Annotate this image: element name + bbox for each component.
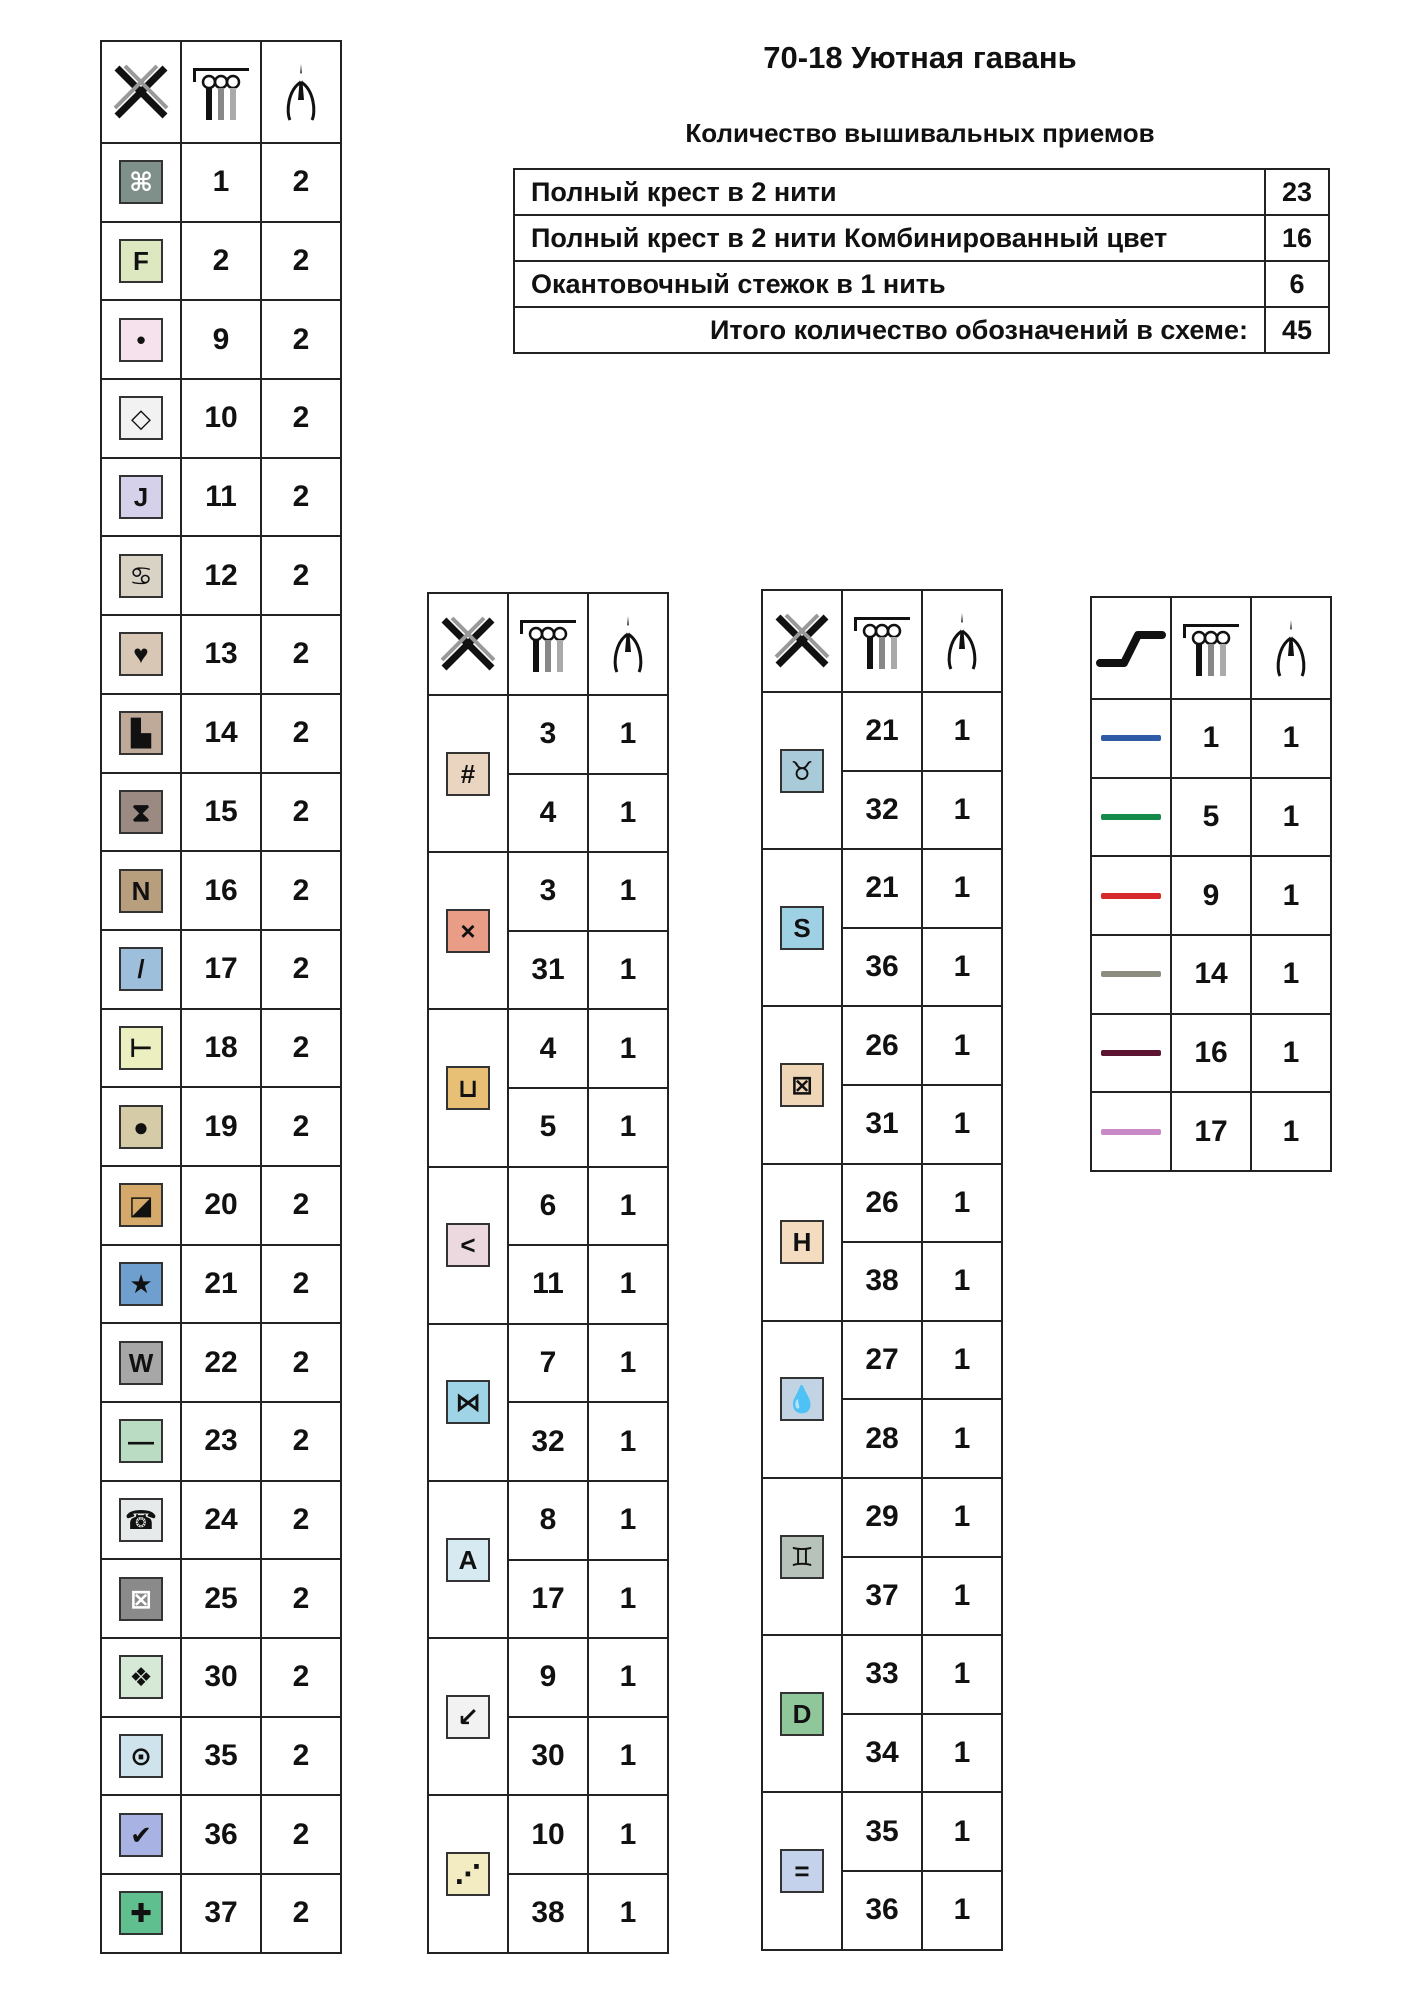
thread-number: 23 xyxy=(181,1402,261,1481)
strand-count: 1 xyxy=(922,692,1002,771)
strand-count: 1 xyxy=(588,1560,668,1639)
backstitch-line xyxy=(1101,1129,1161,1135)
stitch-symbol: 💧 xyxy=(780,1377,824,1421)
table-row xyxy=(101,143,341,222)
table-row xyxy=(101,1245,341,1324)
thread-number: 20 xyxy=(181,1166,261,1245)
table-row xyxy=(101,694,341,773)
table-row xyxy=(101,1402,341,1481)
thread-number: 9 xyxy=(1171,856,1251,935)
thread-number: 26 xyxy=(842,1164,922,1243)
symbol-cell xyxy=(101,851,181,930)
table-row xyxy=(101,851,341,930)
thread-number: 36 xyxy=(181,1795,261,1874)
strand-count: 2 xyxy=(261,1087,341,1166)
cross-stitch-icon xyxy=(428,593,508,695)
thread-number: 3 xyxy=(508,852,588,931)
thread-number: 13 xyxy=(181,615,261,694)
backstitch-line xyxy=(1101,735,1161,741)
symbol-cell xyxy=(101,615,181,694)
strand-count: 2 xyxy=(261,773,341,852)
header-row xyxy=(1091,597,1331,699)
stitch-symbol: ♉ xyxy=(780,749,824,793)
stitch-symbol: J xyxy=(119,475,163,519)
table-row xyxy=(428,1009,668,1088)
thread-number: 31 xyxy=(508,931,588,1010)
blend-table-a xyxy=(427,592,669,1954)
stitch-symbol: < xyxy=(446,1223,490,1267)
thread-number: 29 xyxy=(842,1478,922,1557)
stitch-symbol: / xyxy=(119,947,163,991)
thread-number: 34 xyxy=(842,1714,922,1793)
summary-total-value: 45 xyxy=(1265,307,1329,353)
symbol-cell xyxy=(428,1324,508,1481)
thread-number: 36 xyxy=(842,928,922,1007)
line-cell xyxy=(1091,778,1171,857)
thread-number: 8 xyxy=(508,1481,588,1560)
thread-number: 15 xyxy=(181,773,261,852)
symbol-cell xyxy=(101,773,181,852)
strand-count: 2 xyxy=(261,1638,341,1717)
stitch-symbol: # xyxy=(446,752,490,796)
strand-count: 1 xyxy=(588,1009,668,1088)
stitch-symbol: ⊢ xyxy=(119,1026,163,1070)
strand-count: 1 xyxy=(922,1792,1002,1871)
thread-number: 16 xyxy=(1171,1014,1251,1093)
line-cell xyxy=(1091,935,1171,1014)
table-row xyxy=(762,1006,1002,1085)
strand-count: 1 xyxy=(588,1324,668,1403)
strand-count: 1 xyxy=(922,1242,1002,1321)
stitch-symbol: S xyxy=(780,906,824,950)
thread-number: 32 xyxy=(508,1402,588,1481)
stitch-symbol: ◇ xyxy=(119,396,163,440)
table-row xyxy=(101,222,341,301)
symbol-cell xyxy=(428,1638,508,1795)
thread-number: 4 xyxy=(508,774,588,853)
strand-count: 1 xyxy=(922,928,1002,1007)
table-row xyxy=(101,1795,341,1874)
thread-number: 17 xyxy=(1171,1092,1251,1171)
stitch-symbol: ◪ xyxy=(119,1183,163,1227)
strand-count: 2 xyxy=(261,694,341,773)
symbol-cell xyxy=(428,1009,508,1166)
symbol-cell xyxy=(762,1635,842,1792)
table-row xyxy=(1091,856,1331,935)
table-row xyxy=(1091,778,1331,857)
thread-number: 17 xyxy=(508,1560,588,1639)
thread-number: 21 xyxy=(181,1245,261,1324)
thread-number: 14 xyxy=(1171,935,1251,1014)
symbol-cell xyxy=(762,692,842,849)
stitch-symbol: F xyxy=(119,239,163,283)
thread-number: 18 xyxy=(181,1009,261,1088)
thread-number: 14 xyxy=(181,694,261,773)
summary-value: 16 xyxy=(1265,215,1329,261)
blend-table-b xyxy=(761,589,1003,1951)
thread-number: 22 xyxy=(181,1323,261,1402)
thread-number: 37 xyxy=(842,1557,922,1636)
thread-number: 27 xyxy=(842,1321,922,1400)
stitch-symbol: ● xyxy=(119,1105,163,1149)
summary-row xyxy=(514,215,1329,261)
table-row xyxy=(428,1481,668,1560)
needle-icon xyxy=(588,593,668,695)
strand-count: 1 xyxy=(588,1088,668,1167)
strand-count: 2 xyxy=(261,1717,341,1796)
stitch-symbol: ❖ xyxy=(119,1655,163,1699)
header-row xyxy=(762,590,1002,692)
strand-count: 2 xyxy=(261,1245,341,1324)
strand-count: 1 xyxy=(588,1402,668,1481)
thread-number: 5 xyxy=(1171,778,1251,857)
stitch-symbol: ⧗ xyxy=(119,790,163,834)
symbol-cell xyxy=(101,1874,181,1953)
stitch-symbol: ♥ xyxy=(119,632,163,676)
cross-stitch-icon xyxy=(762,590,842,692)
thread-number: 36 xyxy=(842,1871,922,1950)
table-row xyxy=(762,1164,1002,1243)
thread-number: 11 xyxy=(508,1245,588,1324)
summary-total-label: Итого количество обозначений в схеме: xyxy=(514,307,1265,353)
strand-count: 1 xyxy=(588,1717,668,1796)
strand-count: 1 xyxy=(588,1167,668,1246)
strand-count: 2 xyxy=(261,1481,341,1560)
symbol-cell xyxy=(101,1323,181,1402)
table-row xyxy=(1091,1014,1331,1093)
symbol-cell xyxy=(101,458,181,537)
table-row xyxy=(101,1009,341,1088)
backstitch-table xyxy=(1090,596,1332,1172)
thread-number: 1 xyxy=(1171,699,1251,778)
thread-number: 28 xyxy=(842,1399,922,1478)
strand-count: 1 xyxy=(922,849,1002,928)
thread-number: 32 xyxy=(842,771,922,850)
symbol-cell xyxy=(101,1166,181,1245)
symbol-cell xyxy=(428,1795,508,1952)
stitch-symbol: ⊠ xyxy=(119,1577,163,1621)
strand-count: 2 xyxy=(261,1009,341,1088)
line-cell xyxy=(1091,699,1171,778)
symbol-cell xyxy=(101,1087,181,1166)
strand-count: 1 xyxy=(1251,699,1331,778)
table-row xyxy=(101,1717,341,1796)
strand-count: 2 xyxy=(261,379,341,458)
stitch-symbol: ⊠ xyxy=(780,1063,824,1107)
table-row xyxy=(101,930,341,1009)
thread-number: 9 xyxy=(181,300,261,379)
thread-bobbins-icon xyxy=(1171,597,1251,699)
line-cell xyxy=(1091,856,1171,935)
needle-icon xyxy=(261,41,341,143)
summary-table xyxy=(513,168,1330,354)
strand-count: 2 xyxy=(261,222,341,301)
table-row xyxy=(762,849,1002,928)
strand-count: 1 xyxy=(922,771,1002,850)
thread-number: 17 xyxy=(181,930,261,1009)
page-title: 70-18 Уютная гавань xyxy=(763,40,1077,75)
strand-count: 1 xyxy=(588,852,668,931)
strand-count: 1 xyxy=(922,1557,1002,1636)
stitch-symbol: A xyxy=(446,1538,490,1582)
thread-bobbins-icon xyxy=(842,590,922,692)
symbol-cell xyxy=(101,1638,181,1717)
strand-count: 1 xyxy=(1251,935,1331,1014)
strand-count: 2 xyxy=(261,1323,341,1402)
table-row xyxy=(762,1792,1002,1871)
stitch-symbol: ⌘ xyxy=(119,160,163,204)
strand-count: 1 xyxy=(1251,1014,1331,1093)
thread-number: 11 xyxy=(181,458,261,537)
thread-number: 30 xyxy=(508,1717,588,1796)
backstitch-line xyxy=(1101,1050,1161,1056)
symbol-cell xyxy=(101,379,181,458)
table-row xyxy=(101,379,341,458)
strand-count: 2 xyxy=(261,536,341,615)
thread-number: 16 xyxy=(181,851,261,930)
stitch-symbol: ⊔ xyxy=(446,1066,490,1110)
strand-count: 2 xyxy=(261,1795,341,1874)
thread-number: 38 xyxy=(842,1242,922,1321)
symbol-cell xyxy=(101,1795,181,1874)
thread-number: 4 xyxy=(508,1009,588,1088)
thread-number: 21 xyxy=(842,849,922,928)
stitch-symbol: D xyxy=(780,1692,824,1736)
thread-number: 24 xyxy=(181,1481,261,1560)
table-row xyxy=(1091,699,1331,778)
table-row xyxy=(101,1638,341,1717)
table-row xyxy=(428,852,668,931)
strand-count: 1 xyxy=(588,931,668,1010)
stitch-symbol: ⋰ xyxy=(446,1852,490,1896)
summary-row xyxy=(514,169,1329,215)
stitch-symbol: ⊙ xyxy=(119,1734,163,1778)
strand-count: 2 xyxy=(261,615,341,694)
stitch-symbol: ✔ xyxy=(119,1813,163,1857)
backstitch-icon xyxy=(1091,597,1171,699)
table-row xyxy=(428,1324,668,1403)
strand-count: 1 xyxy=(1251,778,1331,857)
table-row xyxy=(101,773,341,852)
strand-count: 2 xyxy=(261,300,341,379)
stitch-symbol: H xyxy=(780,1220,824,1264)
summary-value: 6 xyxy=(1265,261,1329,307)
strand-count: 1 xyxy=(1251,1092,1331,1171)
stitch-symbol: — xyxy=(119,1419,163,1463)
thread-number: 37 xyxy=(181,1874,261,1953)
summary-row xyxy=(514,261,1329,307)
summary-label: Окантовочный стежок в 1 нить xyxy=(514,261,1265,307)
strand-count: 1 xyxy=(922,1006,1002,1085)
full-cross-table xyxy=(100,40,342,1954)
table-row xyxy=(762,1478,1002,1557)
stitch-symbol: × xyxy=(446,909,490,953)
thread-number: 1 xyxy=(181,143,261,222)
thread-number: 5 xyxy=(508,1088,588,1167)
thread-number: 2 xyxy=(181,222,261,301)
thread-number: 7 xyxy=(508,1324,588,1403)
table-row xyxy=(101,1559,341,1638)
strand-count: 1 xyxy=(922,1871,1002,1950)
strand-count: 1 xyxy=(588,1481,668,1560)
stitch-symbol: ⋈ xyxy=(446,1380,490,1424)
symbol-cell xyxy=(101,694,181,773)
stitch-symbol: W xyxy=(119,1341,163,1385)
symbol-cell xyxy=(101,143,181,222)
thread-number: 6 xyxy=(508,1167,588,1246)
table-row xyxy=(428,1795,668,1874)
thread-number: 26 xyxy=(842,1006,922,1085)
strand-count: 1 xyxy=(922,1478,1002,1557)
strand-count: 2 xyxy=(261,851,341,930)
stitch-symbol: ♋ xyxy=(119,554,163,598)
summary-label: Полный крест в 2 нити xyxy=(514,169,1265,215)
strand-count: 2 xyxy=(261,1559,341,1638)
table-row xyxy=(101,1166,341,1245)
header-row xyxy=(101,41,341,143)
symbol-cell xyxy=(101,930,181,1009)
symbol-cell xyxy=(428,1167,508,1324)
strand-count: 1 xyxy=(588,1245,668,1324)
thread-number: 25 xyxy=(181,1559,261,1638)
backstitch-line xyxy=(1101,971,1161,977)
summary-value: 23 xyxy=(1265,169,1329,215)
stitch-symbol: ↙ xyxy=(446,1695,490,1739)
thread-bobbins-icon xyxy=(181,41,261,143)
strand-count: 1 xyxy=(922,1399,1002,1478)
thread-number: 3 xyxy=(508,695,588,774)
thread-number: 35 xyxy=(842,1792,922,1871)
symbol-cell xyxy=(428,1481,508,1638)
thread-number: 35 xyxy=(181,1717,261,1796)
strand-count: 1 xyxy=(922,1164,1002,1243)
strand-count: 1 xyxy=(588,1795,668,1874)
table-row xyxy=(762,1321,1002,1400)
line-cell xyxy=(1091,1092,1171,1171)
backstitch-line xyxy=(1101,814,1161,820)
symbol-cell xyxy=(101,536,181,615)
thread-bobbins-icon xyxy=(508,593,588,695)
strand-count: 1 xyxy=(588,695,668,774)
table-row xyxy=(101,1087,341,1166)
table-row xyxy=(101,458,341,537)
stitch-symbol: ✚ xyxy=(119,1891,163,1935)
symbol-cell xyxy=(101,1402,181,1481)
strand-count: 2 xyxy=(261,930,341,1009)
symbol-cell xyxy=(101,1481,181,1560)
table-row xyxy=(428,1167,668,1246)
table-row xyxy=(1091,935,1331,1014)
thread-number: 30 xyxy=(181,1638,261,1717)
symbol-cell xyxy=(101,1717,181,1796)
thread-number: 19 xyxy=(181,1087,261,1166)
table-row xyxy=(101,1481,341,1560)
symbol-cell xyxy=(762,1006,842,1163)
cross-stitch-icon xyxy=(101,41,181,143)
symbol-cell xyxy=(101,300,181,379)
stitch-symbol: ▙ xyxy=(119,711,163,755)
symbol-cell xyxy=(101,222,181,301)
table-row xyxy=(101,536,341,615)
strand-count: 2 xyxy=(261,1402,341,1481)
thread-number: 31 xyxy=(842,1085,922,1164)
table-row xyxy=(101,1874,341,1953)
table-row xyxy=(1091,1092,1331,1171)
table-row xyxy=(101,615,341,694)
strand-count: 1 xyxy=(922,1635,1002,1714)
strand-count: 2 xyxy=(261,143,341,222)
thread-number: 10 xyxy=(508,1795,588,1874)
strand-count: 1 xyxy=(588,774,668,853)
symbol-cell xyxy=(762,849,842,1006)
symbol-cell xyxy=(428,695,508,852)
summary-label: Полный крест в 2 нити Комбинированный цвет xyxy=(514,215,1265,261)
stitch-symbol: N xyxy=(119,869,163,913)
thread-number: 10 xyxy=(181,379,261,458)
thread-number: 9 xyxy=(508,1638,588,1717)
symbol-cell xyxy=(762,1164,842,1321)
symbol-cell xyxy=(762,1792,842,1949)
stitch-symbol: = xyxy=(780,1849,824,1893)
table-row xyxy=(428,695,668,774)
table-row xyxy=(101,300,341,379)
summary-total-row xyxy=(514,307,1329,353)
line-cell xyxy=(1091,1014,1171,1093)
symbol-cell xyxy=(101,1559,181,1638)
symbol-cell xyxy=(101,1009,181,1088)
stitch-symbol: • xyxy=(119,318,163,362)
table-row xyxy=(762,692,1002,771)
strand-count: 1 xyxy=(588,1638,668,1717)
stitch-symbol: ♊ xyxy=(780,1535,824,1579)
header-row xyxy=(428,593,668,695)
backstitch-line xyxy=(1101,893,1161,899)
thread-number: 21 xyxy=(842,692,922,771)
thread-number: 33 xyxy=(842,1635,922,1714)
symbol-cell xyxy=(101,1245,181,1324)
strand-count: 2 xyxy=(261,1874,341,1953)
table-row xyxy=(762,1635,1002,1714)
strand-count: 1 xyxy=(922,1714,1002,1793)
table-row xyxy=(428,1638,668,1717)
strand-count: 1 xyxy=(922,1085,1002,1164)
strand-count: 1 xyxy=(922,1321,1002,1400)
thread-number: 38 xyxy=(508,1874,588,1953)
strand-count: 2 xyxy=(261,1166,341,1245)
thread-number: 12 xyxy=(181,536,261,615)
needle-icon xyxy=(1251,597,1331,699)
needle-icon xyxy=(922,590,1002,692)
table-row xyxy=(101,1323,341,1402)
stitch-symbol: ★ xyxy=(119,1262,163,1306)
strand-count: 2 xyxy=(261,458,341,537)
symbol-cell xyxy=(762,1478,842,1635)
summary-heading: Количество вышивальных приемов xyxy=(685,118,1155,148)
strand-count: 1 xyxy=(1251,856,1331,935)
stitch-symbol: ☎ xyxy=(119,1498,163,1542)
symbol-cell xyxy=(762,1321,842,1478)
strand-count: 1 xyxy=(588,1874,668,1953)
symbol-cell xyxy=(428,852,508,1009)
